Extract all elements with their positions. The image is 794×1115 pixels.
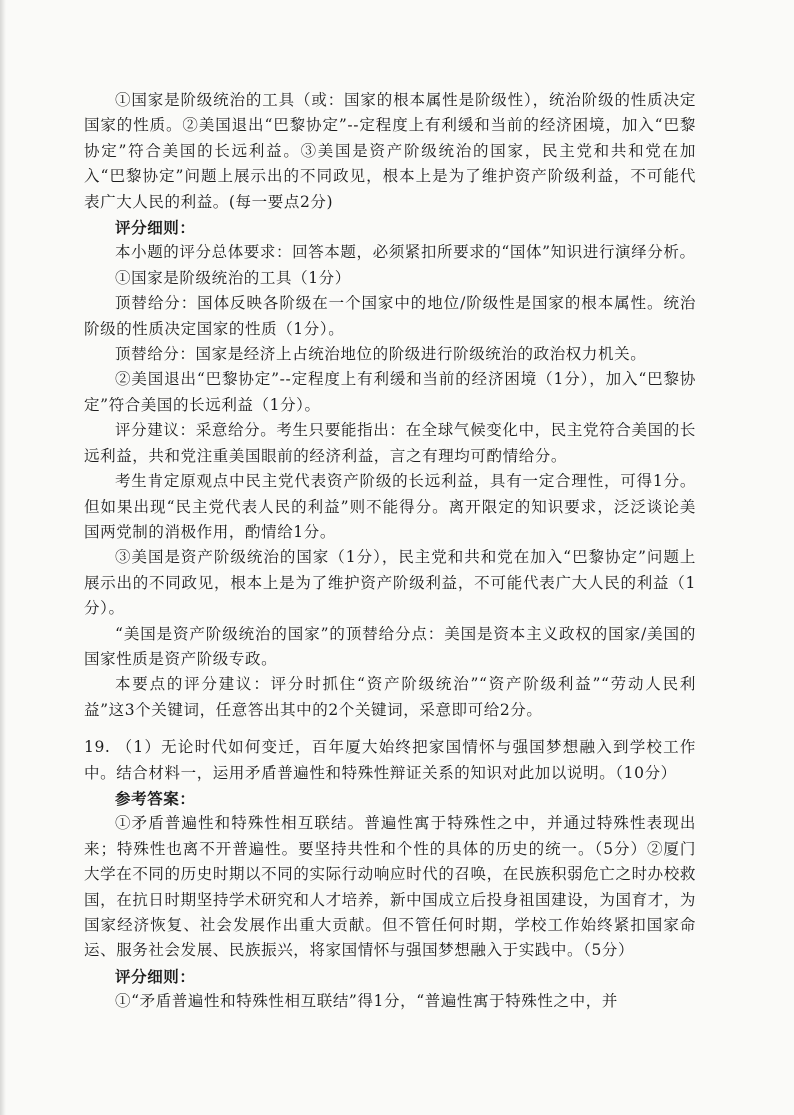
rule-2: ②美国退出“巴黎协定”--定程度上有利缓和当前的经济困境（1分），加入“巴黎协定”符合美国的长远利益（1分）。	[84, 370, 696, 414]
document-body	[84, 88, 696, 1015]
rule-2-suggestion: 评分建议：采意给分。考生只要能指出：在全球气候变化中，民主党符合美国的长远利益，共和党注重美国眼前的经济利益，言之有理均可酌情给分。	[84, 421, 696, 465]
answer-part1: ①国家是阶级统治的工具（或：国家的根本属性是阶级性），统治阶级的性质决定国家的性质。②美国退出“巴黎协定”--定程度上有利缓和当前的经济困境，加入“巴黎协定”符合美国的长远利益。③美国是资产阶级统治的国家，民主党和共和党在加入“巴黎协定”问题上展示出的不同政见，根本上是为了维护资产阶级利益，不可能代表广大人民的利益。(每一要点2分)	[84, 91, 696, 211]
answer-19: ①矛盾普遍性和特殊性相互联结。普遍性寓于特殊性之中，并通过特殊性表现出来；特殊性也离不开普遍性。要坚持共性和个性的具体的历史的统一。（5分）②厦门大学在不同的历史时期以不同的实际行动响应时代的召唤，在民族积弱危亡之时办校救国，在抗日时期坚持学术研究和人才培养，新中国成立后投身祖国建设，为国育才，为国家经济恢复、社会发展作出重大贡献。但不管任何时期，学校工作始终紧扣国家命运、服务社会发展、民族振兴，将家国情怀与强国梦想融入于实践中。（5分）	[84, 814, 696, 960]
scan-edge	[0, 0, 6, 1115]
question-19: 19. （1）无论时代如何变迁，百年厦大始终把家国情怀与强国梦想融入到学校工作中。结合材料一，运用矛盾普遍性和特殊性辩证关系的知识对此加以说明。（10分）	[84, 738, 696, 782]
rules-heading: 评分细则：	[115, 218, 196, 238]
answer-heading: 参考答案：	[115, 788, 196, 808]
rule-1-alt-1: 顶替给分：国体反映各阶级在一个国家中的地位/阶级性是国家的根本属性。统治阶级的性质决定国家的性质（1分）。	[84, 294, 696, 338]
rules-intro: 本小题的评分总体要求：回答本题，必须紧扣所要求的“国体”知识进行演绎分析。	[115, 243, 696, 262]
rule-3-suggestion: 本要点的评分建议：评分时抓住“资产阶级统治”“资产阶级利益”“劳动人民利益”这3个关键词，任意答出其中的2个关键词，采意即可给2分。	[84, 675, 696, 719]
rule-2-note: 考生肯定原观点中民主党代表资产阶级的长远利益，具有一定合理性，可得1分。但如果出现“民主党代表人民的利益”则不能得分。离开限定的知识要求，泛泛谈论美国两党制的消极作用，酌情给1分。	[84, 472, 696, 541]
rule-1: ①国家是阶级统治的工具（1分）	[115, 268, 351, 287]
rule-3: ③美国是资产阶级统治的国家（1分），民主党和共和党在加入“巴黎协定”问题上展示出的不同政见，根本上是为了维护资产阶级利益，不可能代表广大人民的利益（1分）。	[84, 548, 696, 618]
rule-1-alt-2: 顶替给分：国家是经济上占统治地位的阶级进行阶级统治的政治权力机关。	[115, 345, 647, 364]
rule-19-1: ①“矛盾普遍性和特殊性相互联结”得1分，“普遍性寓于特殊性之中，并	[115, 992, 618, 1011]
rule-3-alt: “美国是资产阶级统治的国家”的顶替给分点：美国是资本主义政权的国家/美国的国家性质是资产阶级专政。	[84, 624, 696, 668]
rules-heading-19: 评分细则：	[115, 966, 196, 986]
